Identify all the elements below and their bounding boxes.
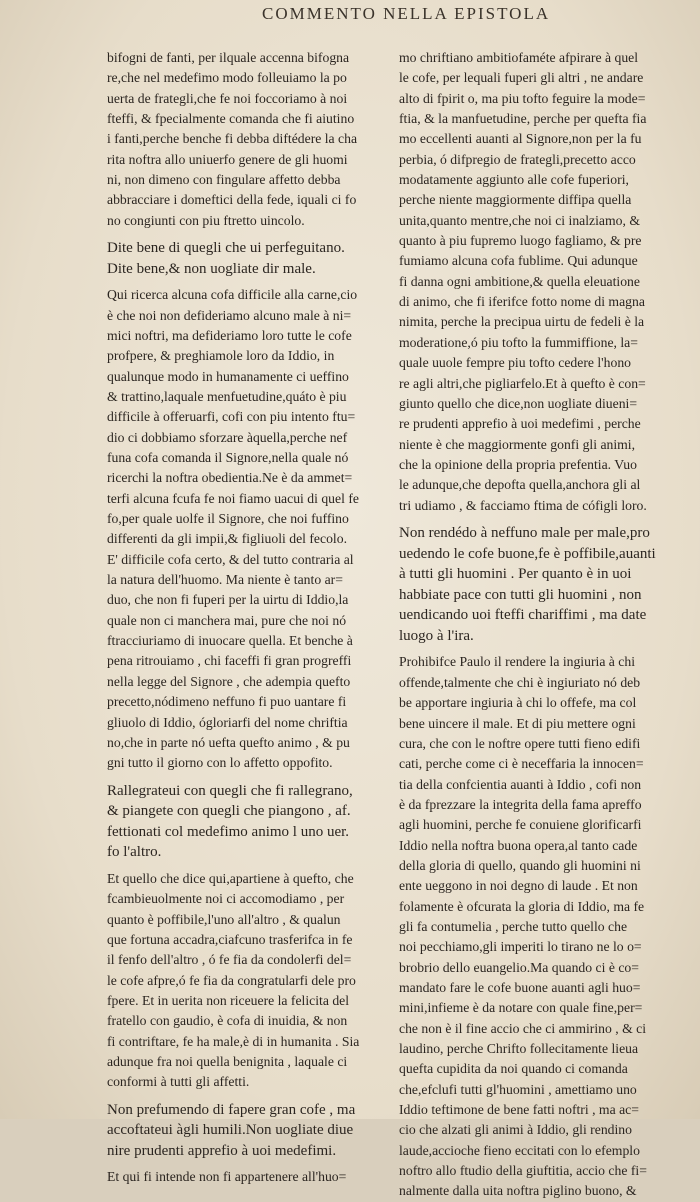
text-line: terfi alcuna fcufa fe noi fiamo uacui di quel fe bbox=[107, 490, 359, 506]
text-line: ni, non dimeno con fingulare affetto debba bbox=[107, 172, 341, 188]
text-line: è da fprezzare la integrita della fama apreffo bbox=[399, 796, 642, 812]
text-line: funa cofa comanda il Signore,nella quale nó bbox=[107, 450, 349, 466]
text-line: uedendo le cofe buone,fe è poffibile,auanti bbox=[399, 545, 656, 562]
text-line: uerta de frategli,che fe noi foccoriamo à noi bbox=[107, 90, 348, 106]
right-column bbox=[399, 48, 677, 1199]
text-line: tia della confcientia auanti à Iddio , cofi non bbox=[399, 776, 642, 792]
verse-paragraph bbox=[399, 523, 677, 647]
text-line: fpere. Et in uerita non riceuere la felicita del bbox=[107, 992, 350, 1008]
text-line: habbiate pace con tutti gli huomini , non bbox=[399, 586, 642, 603]
text-line: quanto à piu fupremo luogo fagliamo, & pre bbox=[399, 233, 642, 249]
text-line: qualunque modo in humanamente ci ueffino bbox=[107, 368, 349, 384]
text-line: E' difficile cofa certo, & del tutto contraria al bbox=[107, 551, 354, 567]
text-line: tri udiamo , & facciamo ftima de cófigli loro. bbox=[399, 497, 647, 513]
text-line: Iddio teftimone de bene fatti noftri , ma ac= bbox=[399, 1102, 639, 1118]
text-line: perbia, ó difpregio de frategli,precetto acco bbox=[399, 151, 636, 167]
text-line: quale non ci manchera mai, pure che noi nó bbox=[107, 612, 347, 628]
text-line: che non è il fine accio che ci ammirino , & ci bbox=[399, 1020, 647, 1036]
text-line: nella legge del Signore , che adempia quefto bbox=[107, 673, 351, 689]
text-line: differenti da gli impii,& figliuoli del fecolo. bbox=[107, 531, 347, 547]
text-line: folamente è ofcurata la gloria di Iddio, ma fe bbox=[399, 898, 645, 914]
text-line: ftia, & la manfuetudine, perche per quefta fia bbox=[399, 111, 647, 127]
text-line: fi contriftare, fe ha male,è di in humanita . Sia bbox=[107, 1033, 360, 1049]
text-line: & trattino,laquale menfuetudine,quáto è piu bbox=[107, 389, 347, 404]
text-line: Et qui fi intende non fi appartenere all'huo= bbox=[107, 1169, 347, 1185]
text-line: duo, che non fi fuperi per la uirtu di Iddio,la bbox=[107, 592, 349, 608]
text-line: nalmente dalla uita noftra piglino buono, & bbox=[399, 1183, 637, 1199]
text-line: che la opinione della propria prefentia. Vuo bbox=[399, 456, 637, 472]
text-line: della gloria di quello, quando gli huomini ni bbox=[399, 857, 641, 873]
text-line: fumiamo alcuna cofa fublime. Qui adunque bbox=[399, 253, 638, 269]
text-line: dio ci dobbiamo sforzare àquella,perche nef bbox=[107, 429, 348, 445]
text-line: re,che nel medefimo modo folleuiamo la po bbox=[107, 70, 347, 86]
text-line: unita,quanto mentre,che noi ci inalziamo, & bbox=[399, 212, 640, 228]
verse-paragraph bbox=[107, 1100, 394, 1162]
text-line: che,efclufi tutti gl'huomini , amettiamo uno bbox=[399, 1081, 637, 1097]
text-line: mici noftri, ma defideriamo loro tutte le cofe bbox=[107, 327, 352, 343]
text-line: i fanti,perche benche fi debba diftédere la cha bbox=[107, 131, 358, 147]
text-line: ftracciuriamo di inuocare quella. Et benche à bbox=[107, 633, 353, 649]
text-line: mini,infieme è da notare con quale fine,per= bbox=[399, 1000, 643, 1016]
text-line: uendicando uoi fteffi chariffimi , ma date bbox=[399, 607, 647, 624]
text-line: Rallegrateui con quegli che fi rallegrano, bbox=[107, 782, 353, 799]
text-line: re prudenti apprefio à uoi medefimi , perche bbox=[399, 416, 641, 432]
text-line: quale uuole fempre piu tofto cedere l'hono bbox=[399, 355, 632, 371]
text-line: rita noftra allo uniuerfo genere de gli huomi bbox=[107, 151, 348, 167]
text-line: di animo, che fi iferifce fotto nome di magna bbox=[399, 294, 645, 310]
text-line: il fenfo dell'altro , ó fe fia da condolerfi del= bbox=[107, 952, 352, 968]
text-line: noftro allo ftudio della giuftitia, accio che fi= bbox=[399, 1163, 647, 1179]
text-line: Dite bene,& non uogliate dir male. bbox=[107, 260, 316, 277]
text-line: Non rendédo à neffuno male per male,pro bbox=[399, 524, 650, 541]
commentary-paragraph bbox=[107, 1167, 394, 1187]
left-column bbox=[107, 48, 394, 1185]
text-line: mo eccellenti auanti al Signore,non per la fu bbox=[399, 131, 642, 147]
text-line: mandato fare le cofe buone auanti agli huo= bbox=[399, 979, 641, 995]
text-line: adunque fra noi quella benignita , laquale ci bbox=[107, 1054, 348, 1069]
text-line: laude,accioche fieno eccitati con lo efemplo bbox=[399, 1142, 640, 1158]
text-line: re agli altri,che pigliarfelo.Et à quefto è con= bbox=[399, 375, 646, 391]
text-line: que fortuna accadra,ciafcuno trasferifca in fe bbox=[107, 931, 353, 947]
text-line: luogo à l'ira. bbox=[399, 627, 474, 644]
text-line: precetto,nódimeno neffuno fi puo uantare fi bbox=[107, 694, 347, 710]
text-line: bifogni de fanti, per ilquale accenna bifogna bbox=[107, 50, 350, 65]
commentary-paragraph bbox=[107, 285, 394, 773]
text-line: difficile à offeruarfi, cofi con piu intento ftu= bbox=[107, 409, 356, 425]
text-line: modatamente aggiunto alle cofe fuperiori, bbox=[399, 172, 629, 188]
text-line: la natura dell'huomo. Ma niente è tanto ar= bbox=[107, 572, 343, 588]
text-line: Dite bene di quegli che ui perfeguitano. bbox=[107, 240, 345, 257]
commentary-paragraph bbox=[107, 48, 394, 231]
text-line: fo,per quale uolfe il Signore, che noi fuffino bbox=[107, 511, 349, 527]
text-line: agli huomini, perche fe conuiene glorificarfi bbox=[399, 817, 642, 833]
text-line: fteffi, & fpecialmente comanda che fi aiutino bbox=[107, 111, 355, 127]
text-line: gni tutto il giorno con lo affetto oppofito. bbox=[107, 755, 333, 771]
text-line: cio che alzati gli animi à Iddio, gli rendino bbox=[399, 1122, 632, 1138]
text-line: Prohibifce Paulo il rendere la ingiuria à chi bbox=[399, 654, 636, 670]
text-line: moderatione,ó piu tofto la fummiffione, la= bbox=[399, 334, 638, 350]
text-line: fi danna ogni ambitione,& quella eleuatione bbox=[399, 273, 640, 289]
verse-paragraph bbox=[107, 781, 394, 863]
running-head: COMMENTO NELLA EPISTOLA bbox=[262, 4, 551, 23]
text-line: no congiunti con piu ftretto uincolo. bbox=[107, 212, 305, 228]
text-line: Non prefumendo di fapere gran cofe , ma bbox=[107, 1101, 356, 1118]
text-line: perche niente maggiormente diffipa quella bbox=[399, 192, 632, 208]
text-line: nire prudenti apprefio à uoi medefimi. bbox=[107, 1142, 337, 1159]
text-line: quanto è poffibile,l'uno all'altro , & qualun bbox=[107, 911, 341, 927]
text-line: niente è che maggiormente gonfi gli animi, bbox=[399, 436, 636, 452]
text-line: gli fa contumelia , perche tutto quello che bbox=[399, 918, 628, 934]
text-line: noi pecchiamo,gli imperiti lo tirano ne lo o= bbox=[399, 939, 642, 955]
text-line: gliuolo di Iddio, ógloriarfi del nome chriftia bbox=[107, 714, 348, 730]
text-line: fettionati col medefimo animo l uno uer. bbox=[107, 823, 350, 840]
text-line: & piangete con quegli che piangono , af. bbox=[107, 803, 351, 820]
text-line: brobrio dello euangelio.Ma quando ci è co= bbox=[399, 959, 639, 975]
text-line: mo chriftiano ambitiofaméte afpirare à quel bbox=[399, 50, 639, 65]
text-line: pena ritrouiamo , chi faceffi fi gran progreffi bbox=[107, 653, 352, 669]
text-line: Et quello che dice qui,apartiene à quefto, che bbox=[107, 870, 354, 886]
text-line: à tutti gli huomini . Per quanto è in uoi bbox=[399, 566, 632, 583]
text-line: ente ueggono in noi degno di laude . Et non bbox=[399, 878, 638, 894]
text-line: accoftateui àgli humili.Non uogliate diue bbox=[107, 1122, 354, 1139]
text-line: Qui ricerca alcuna cofa difficile alla carne,cio bbox=[107, 287, 358, 303]
commentary-paragraph bbox=[107, 869, 394, 1093]
text-line: conformi à tutti gli affetti. bbox=[107, 1074, 250, 1090]
text-line: ricerchi la noftra obedientia.Ne è da ammet= bbox=[107, 470, 353, 486]
text-line: fratello con gaudio, è cofa di inuidia, & non bbox=[107, 1013, 348, 1029]
text-line: le cofe, per lequali fuperi gli altri , ne andare bbox=[399, 70, 644, 86]
text-line: bene uincere il male. Et di piu mettere ogni bbox=[399, 715, 636, 731]
commentary-paragraph bbox=[399, 652, 677, 1201]
text-line: fo l'altro. bbox=[107, 844, 162, 861]
text-line: quefta cupidita da noi quando ci comanda bbox=[399, 1061, 628, 1077]
text-line: le cofe afpre,ó fe fia da congratularfi dele pro bbox=[107, 972, 356, 988]
text-line: è che noi non defideriamo alcuno male à ni= bbox=[107, 307, 352, 323]
text-line: cati, perche come ci è neceffaria la innocen= bbox=[399, 756, 644, 772]
text-line: nimita, perche la precipua uirtu de fedeli è la bbox=[399, 314, 645, 330]
verse-paragraph bbox=[107, 238, 394, 279]
text-line: laudino, perche Chrifto follecitamente lieua bbox=[399, 1041, 639, 1056]
text-line: giunto quello che dice,non uogliate diueni= bbox=[399, 395, 638, 411]
text-line: alto di fpirit o, ma piu tofto feguire la mode= bbox=[399, 90, 646, 106]
text-line: abbracciare i domeftici della fede, iquali ci fo bbox=[107, 192, 357, 208]
text-line: Iddio nella noftra buona opera,al tanto cade bbox=[399, 837, 638, 853]
text-line: profpere, & preghiamole loro da Iddio, in bbox=[107, 348, 335, 364]
text-line: cura, che con le noftre opere tutti fieno edifi bbox=[399, 735, 641, 751]
commentary-paragraph bbox=[399, 48, 677, 516]
text-line: no,che in parte nó uefta quefto animo , & pu bbox=[107, 734, 350, 750]
text-line: le adunque,che depofta quella,anchora gli al bbox=[399, 477, 641, 493]
text-line: be apportare ingiuria à chi lo offefe, ma col bbox=[399, 695, 637, 711]
text-line: fcambieuolmente noi ci accomodiamo , per bbox=[107, 891, 345, 907]
text-line: offende,talmente che chi è ingiuriato nó deb bbox=[399, 674, 641, 690]
